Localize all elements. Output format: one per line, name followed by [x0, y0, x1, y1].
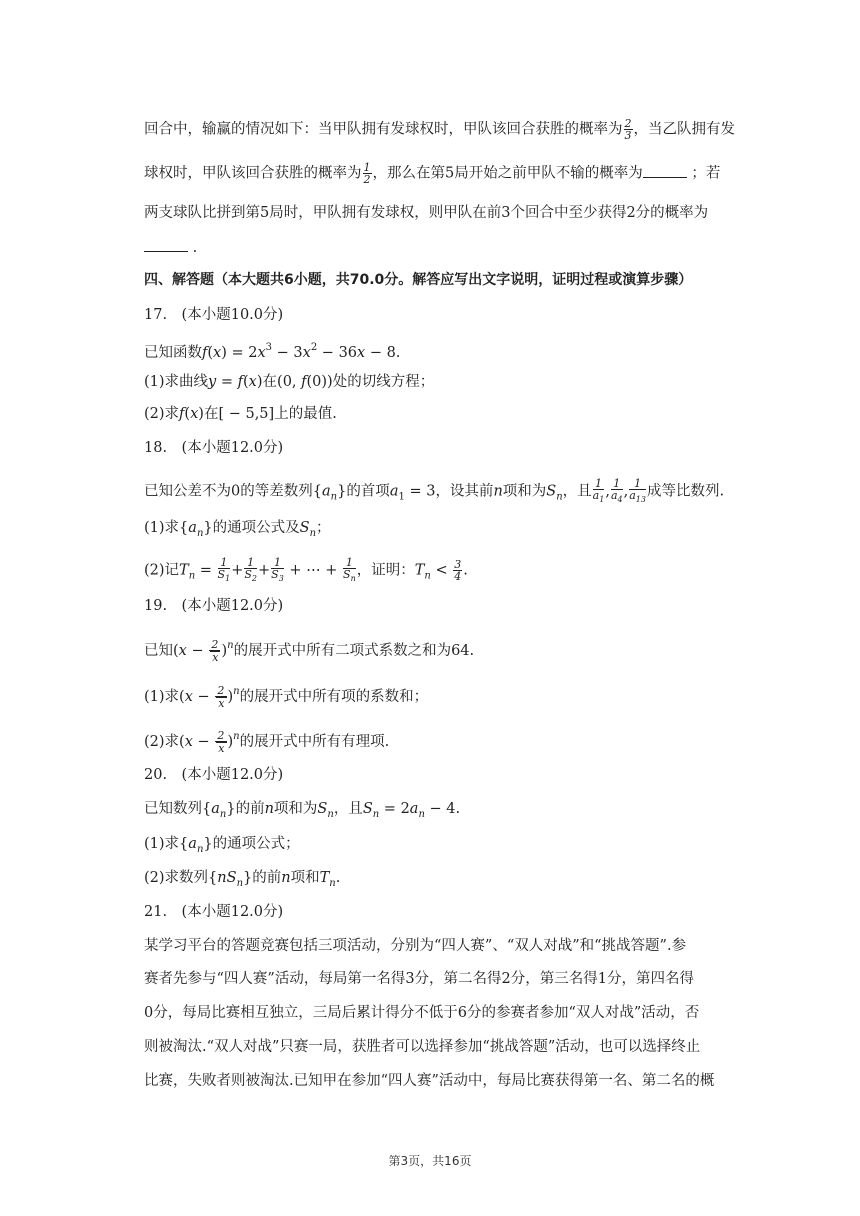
answer-blank: [144, 239, 188, 252]
section-header: 四、解答题（本大题共6小题，共70.0分。解答应写出文字说明，证明过程或演算步骤）: [144, 272, 693, 288]
answer-blank: [643, 165, 687, 178]
q19-part-2: (2)求(x − $\frac{2}{x}$ )$^n$的展开式中所有有理项.: [144, 729, 390, 755]
q16-line-4: .: [144, 238, 764, 258]
q16-line-1: 回合中，输赢的情况如下：当甲队拥有发球权时，甲队该回合获胜的概率为 $\frac{2}{3}$ ，当乙队拥有发: [144, 117, 735, 142]
q21-line-4: 则被淘汰.“双人对战”只赛一局，获胜者可以选择参加“挑战答题”活动，也可以选择终止: [144, 1039, 701, 1055]
q17-stem: 已知函数$f(x) = 2x^3 - 3x^2 - 36x - 8$.: [144, 342, 401, 361]
q21-header: 21. (本小题12.0分): [144, 904, 284, 920]
q18-header: 18. (本小题12.0分): [144, 440, 284, 456]
q20-stem: 已知数列$\{a_n\}$的前n项和为$S_n$，且$S_n = 2a_n - 4$.: [144, 801, 461, 820]
q21-line-1: 某学习平台的答题竞赛包括三项活动，分别为“四人赛”、“双人对战”和“挑战答题”.参: [144, 938, 687, 954]
q18-part-1: (1)求$\{a_n\}$的通项公式及$S_n$；: [144, 520, 331, 539]
q16-line-2: 球权时，甲队该回合获胜的概率为 $\frac{1}{2}$ ，那么在第5局开始之前甲队不输的概率为 ；若: [144, 161, 721, 186]
q19-header: 19. (本小题12.0分): [144, 598, 284, 614]
q20-part-2: (2)求数列$\{nS_n\}$的前n项和$T_n$.: [144, 870, 341, 889]
q17-header: 17. (本小题10.0分): [144, 307, 284, 323]
q20-part-1: (1)求$\{a_n\}$的通项公式；: [144, 836, 300, 855]
q19-part-1: (1)求(x − $\frac{2}{x}$ )$^n$的展开式中所有项的系数和；: [144, 684, 429, 710]
q21-line-2: 赛者先参与“四人赛”活动，每局第一名得3分，第二名得2分，第三名得1分，第四名得: [144, 971, 694, 987]
q18-part-2: (2)记$T_n$ = $\frac{1}{S_1}$ + $\frac{1}{S_2}$ + $\frac{1}{S_3}$ + ⋯ + $\frac{1}{S_n}$ ，证明：$T_n$ < $\frac{3}{4}$ .: [144, 556, 468, 584]
q19-stem: 已知(x − $\frac{2}{x}$ )$^n$的展开式中所有二项式系数之和为64.: [144, 638, 475, 664]
page-footer: 第3页，共16页: [388, 1154, 472, 1168]
q18-stem: 已知公差不为0的等差数列$\{a_n\}$的首项$a_1 = 3$，设其前n项和为$S_n$，且 $\frac{1}{a_1}$ , $\frac{1}{a_4}$ , $\frac{1}{a_{13}}$ 成等比数列.: [144, 477, 725, 505]
q20-header: 20. (本小题12.0分): [144, 767, 284, 783]
q21-line-5: 比赛，失败者则被淘汰.已知甲在参加“四人赛”活动中，每局比赛获得第一名、第二名的概: [144, 1073, 715, 1089]
q16-line-3: 两支球队比拼到第5局时，甲队拥有发球权，则甲队在前3个回合中至少获得2分的概率为: [144, 205, 709, 221]
q17-part-1: (1)求曲线y = f(x)在(0, f(0))处的切线方程；: [144, 374, 435, 390]
q21-line-3: 0分，每局比赛相互独立，三局后累计得分不低于6分的参赛者参加“双人对战”活动，否: [144, 1005, 700, 1021]
q17-part-2: (2)求f(x)在[ − 5,5]上的最值.: [144, 406, 337, 422]
